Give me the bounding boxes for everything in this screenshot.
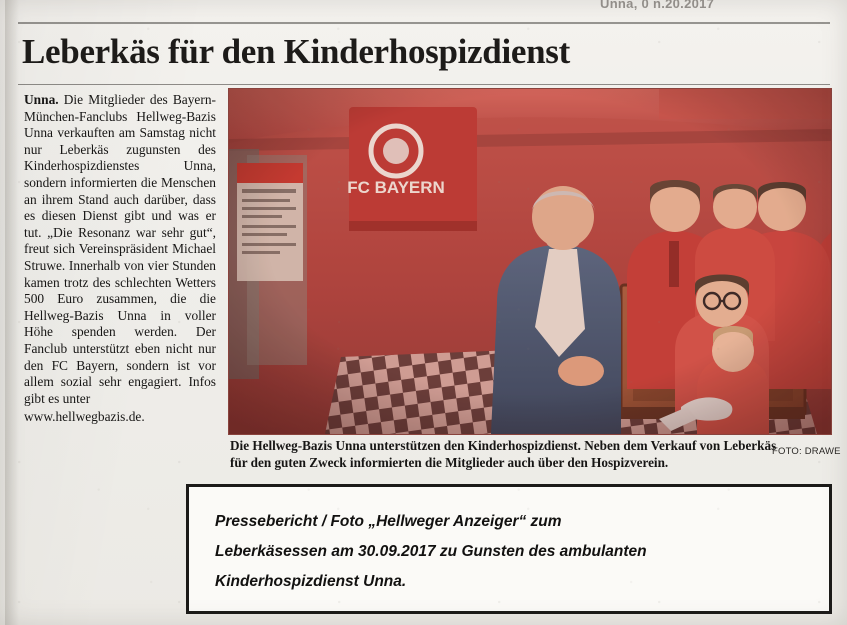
article-text-column: [24, 92, 216, 426]
page-title: Leberkäs für den Kinderhospizdienst: [22, 32, 570, 71]
article-photo: [228, 88, 832, 435]
article-paragraph: [24, 92, 216, 407]
note-text: [215, 507, 805, 597]
article-dateline: Unna.: [24, 92, 59, 107]
note-line-3: Kinderhospizdienst Unna.: [215, 573, 407, 590]
note-box: [186, 484, 832, 614]
article-body: Die Mitglieder des Bayern-München-Fanclubs Hellweg-Bazis Unna verkauften am Samstag nicht nur Leberkäs zugunsten des Kinderhospizdienstes Unna, sondern informierten die Menschen an ihrem Stand auch darüber, dass es diesen Dienst gibt und was er tut. „Die Resonanz war sehr gut“, freut sich Vereinspräsident Michael Struwe. Innerhalb von vier Stunden kamen trotz des schlechten Wetters 500 Euro zusammen, die die Hellweg-Bazis Unna in voller Höhe spenden werden. Der Fanclub unterstützt eben nicht nur den FC Bayern, sondern ist vor allem sozial sehr engagiert. Infos gibt es unter: [24, 92, 216, 406]
page-fold-shadow: [5, 0, 19, 625]
photo-credit: FOTO: DRAWE: [772, 446, 841, 457]
headline-divider-rule: [18, 84, 830, 85]
photo-illustration: [229, 89, 831, 434]
note-line-2: Leberkäsessen am 30.09.2017 zu Gunsten des ambulanten: [215, 543, 647, 560]
article-weblink: www.hellwegbazis.de.: [24, 409, 145, 425]
cropped-dateline-text: Unna, 0 n.20.2017: [600, 0, 715, 11]
photo-caption: Die Hellweg-Bazis Unna unterstützen den Kinderhospizdienst. Neben dem Verkauf von Leberkäs für den guten Zweck informierten die Mitglieder auch über den Hospizverein.: [230, 438, 777, 470]
top-divider-rule: [18, 22, 830, 24]
note-line-1: Pressebericht / Foto „Hellweger Anzeiger“ zum: [215, 513, 562, 530]
